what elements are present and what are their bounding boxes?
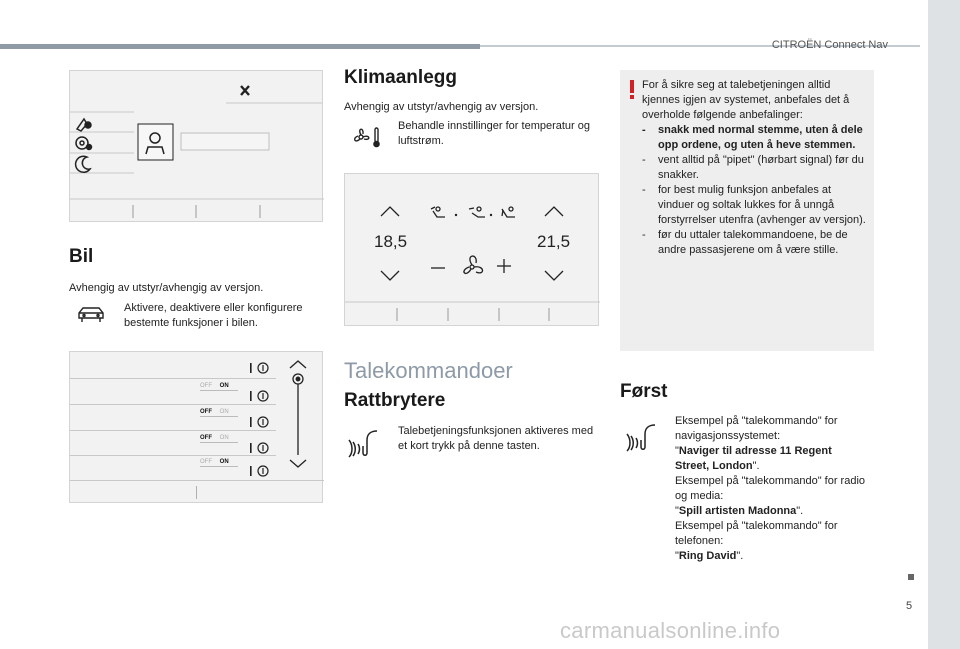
vehicle-functions-illustration: [69, 351, 323, 503]
page-end-mark: [908, 574, 914, 580]
example-command: "Naviger til adresse 11 Regent Street, London".: [675, 445, 832, 472]
example-label: Eksempel på "talekommando" for telefonen:: [675, 520, 838, 547]
toggle-off-label: OFF: [200, 459, 212, 465]
toggle-on-label: ON: [219, 435, 229, 441]
talekommandoer-title: Talekommandoer: [344, 358, 513, 383]
airflow-feet-icon: [502, 207, 515, 217]
example-label: Eksempel på "talekommando" for navigasjonssystemet:: [675, 415, 838, 442]
warning-item: - før du uttaler talekommandoene, be de andre passasjerene om å være stille.: [642, 228, 870, 258]
toggle-on-label: ON: [219, 409, 229, 415]
watermark: carmanualsonline.info: [560, 618, 781, 643]
bil-description: Aktivere, deaktivere eller konfigurere bestemte funksjoner i bilen.: [124, 302, 303, 329]
page-number: 5: [906, 600, 913, 612]
scroll-controls: [284, 358, 314, 472]
example-command: "Ring David".: [675, 550, 744, 562]
toggle-off-label: OFF: [200, 435, 212, 441]
chevron-up-icon: [290, 361, 306, 368]
night-mode-icon: [76, 156, 90, 172]
car-icon: [76, 303, 106, 330]
toggle-switch[interactable]: [200, 459, 238, 467]
fan-icon: [464, 256, 483, 273]
forst-title: Først: [620, 381, 668, 402]
rattbryter-title: Rattbrytere: [344, 390, 446, 411]
temp-right-up-icon: [545, 207, 563, 216]
header-title: CITROËN Connect Nav: [771, 39, 888, 51]
page-edge-strip: [928, 0, 960, 649]
bil-title: Bil: [69, 246, 94, 267]
warning-item: - for best mulig funksjon anbefales at vinduer og soltak lukkes for å unngå forstyrrelser utenfra (avhenger av versjon).: [642, 183, 870, 228]
audio-settings-icon: [76, 137, 92, 150]
airflow-face-icon: [431, 207, 445, 217]
warning-list: [642, 123, 870, 258]
klima-title: Klimaanlegg: [344, 67, 457, 88]
warning-intro: For å sikre seg at talebetjeningen alltid kjennes igjen av systemet, anbefales det å overholde følgende anbefalinger:: [642, 79, 850, 121]
voice-command-icon: [625, 422, 659, 457]
example-command-text: Spill artisten Madonna: [678, 505, 797, 517]
example-label: Eksempel på "talekommando" for radio og media:: [675, 475, 866, 502]
forst-examples: [675, 414, 865, 564]
toggle-off-label: OFF: [200, 383, 212, 389]
example-command-text: Ring David: [678, 550, 737, 562]
temp-left-down-icon: [381, 271, 399, 280]
warning-icon: [627, 79, 637, 101]
settings-screen-illustration: [69, 70, 323, 222]
toggle-on-label: ON: [219, 383, 229, 389]
climate-screen-illustration: [344, 173, 599, 326]
example-command: "Spill artisten Madonna".: [675, 505, 804, 517]
klima-description: Behandle innstillinger for temperatur og luftstrøm.: [398, 120, 591, 147]
header-bar: [0, 44, 480, 49]
temperature-right: 21,5: [537, 232, 571, 251]
toggle-on-label: ON: [219, 459, 229, 465]
example-command-text: Naviger til adresse 11 Regent Street, London: [675, 445, 832, 472]
temp-right-down-icon: [545, 271, 563, 280]
warning-item: - snakk med normal stemme, uten å dele opp ordene, og uten å heve stemmen.: [642, 123, 870, 153]
chevron-down-icon: [290, 460, 306, 467]
toggle-switch[interactable]: [200, 409, 238, 417]
klima-intro: Avhengig av utstyr/avhengig av versjon.: [344, 101, 539, 113]
fan-increase-icon: [497, 259, 511, 273]
airflow-face-feet-icon: [469, 207, 485, 217]
row-info-icons: [246, 358, 272, 478]
warning-item: - vent alltid på "pipet" (hørbart signal) før du snakker.: [642, 153, 870, 183]
warning-box: [620, 70, 874, 351]
sound-settings-icon: [77, 119, 91, 131]
voice-command-icon: [347, 428, 381, 463]
temperature-left: 18,5: [374, 232, 408, 251]
bil-intro: Avhengig av utstyr/avhengig av versjon.: [69, 282, 264, 294]
temp-left-up-icon: [381, 207, 399, 216]
close-icon: [241, 86, 249, 95]
toggle-switch[interactable]: [200, 435, 238, 443]
climate-icon: [349, 125, 385, 154]
toggle-switch[interactable]: [200, 383, 238, 391]
rattbryter-description: Talebetjeningsfunksjonen aktiveres med et kort trykk på denne tasten.: [398, 425, 594, 452]
toggle-off-label: OFF: [200, 409, 212, 415]
settings-screen-drawing: [70, 71, 324, 223]
